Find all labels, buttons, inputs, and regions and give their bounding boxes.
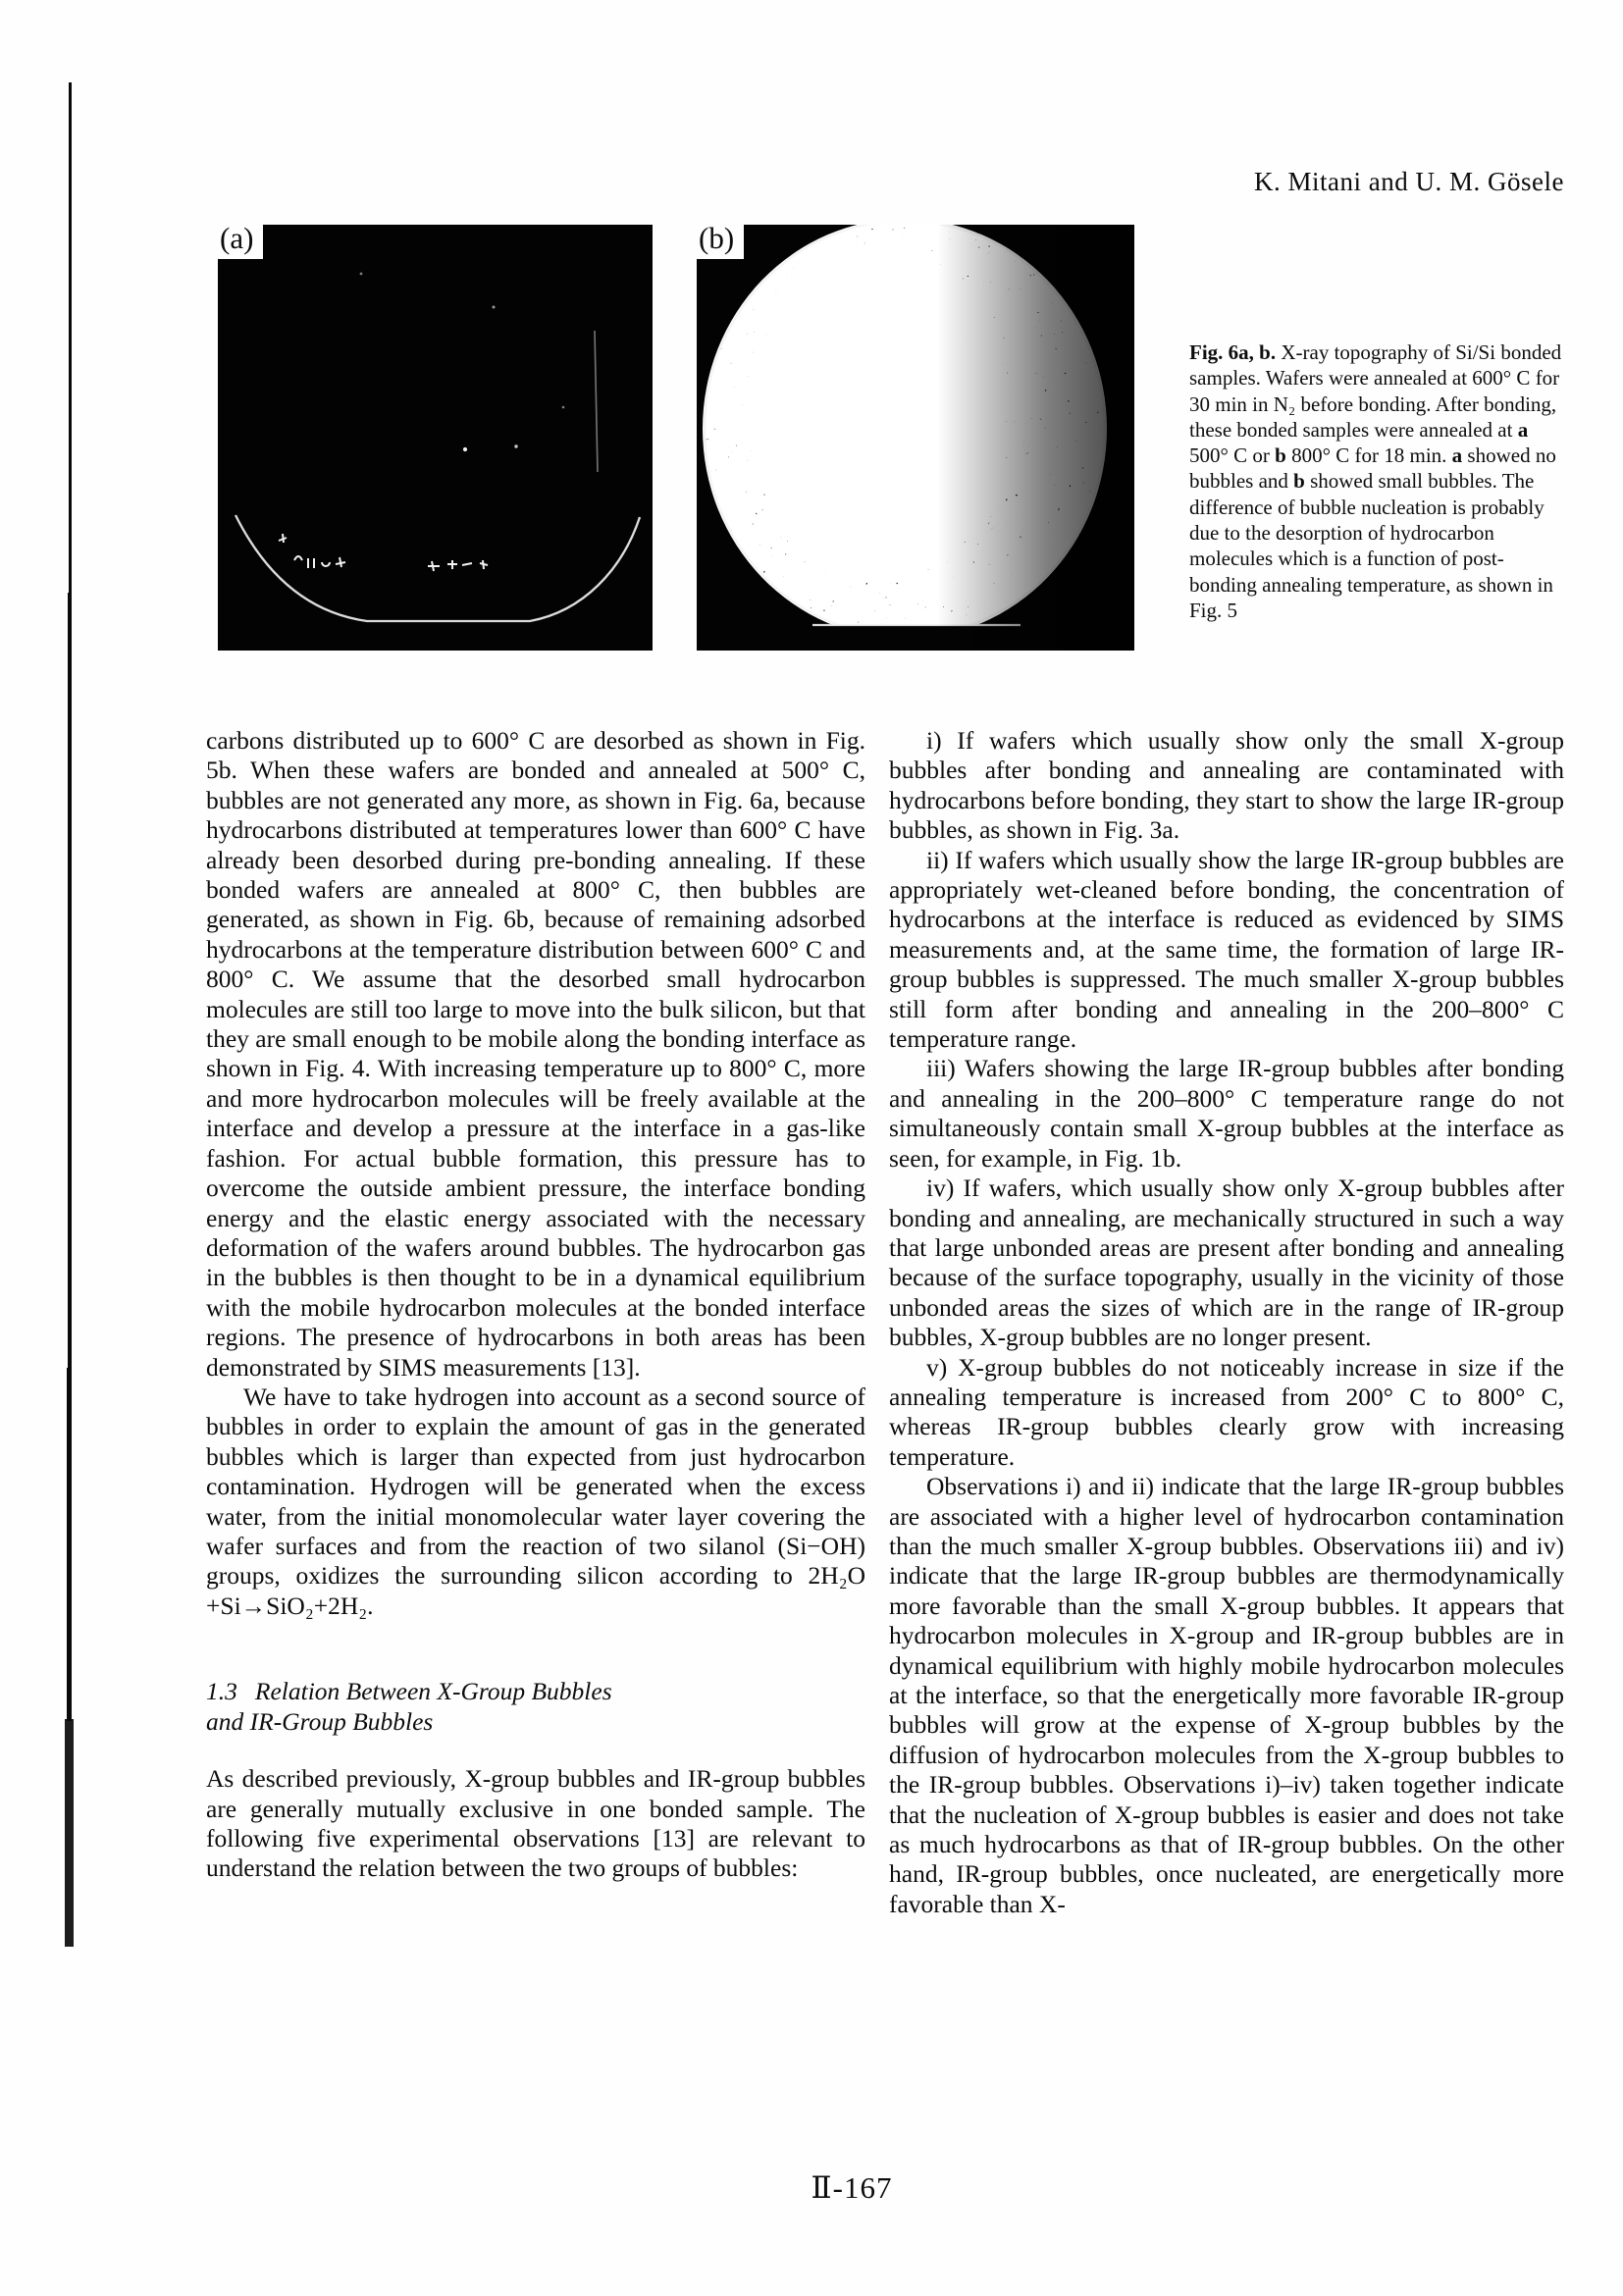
- caption-text: a: [1451, 444, 1463, 468]
- xray-topograph-b: [697, 225, 1134, 651]
- body-paragraph: Observations i) and ii) indicate that the large IR-group bubbles are associated with a higher level of hydrocarbon contamination than the much smaller X-group bubbles. Observations iii) and iv) indicate that the large IR-group bubbles are thermodynamically more favorable than the small X-group bubbles. It appears that hydrocarbon molecules in X-group and IR-group bubbles are in dynamical equilibrium with highly mobile hydrocarbon molecules at the interface, so that the energetically more favorable IR-group bubbles will grow at the expense of X-group bubbles by the diffusion of hydrocarbon molecules from the X-group bubbles to the IR-group bubbles. Observations i)–iv) taken together indicate that the nucleation of X-group bubbles is easier and does not take as much hydrocarbons as that of IR-group bubbles. On the other hand, IR-group bubbles, once nucleated, are energetically more favorable than X-: [889, 1472, 1564, 1918]
- scan-edge-artifact: [65, 1719, 74, 1947]
- observation-item: iii) Wafers showing the large IR-group bubbles after bonding and annealing in the 200–800° C temperature range do not simultaneously contain small X-group bubbles at the interface as seen, for example, in Fig. 1b.: [889, 1054, 1564, 1173]
- observation-item: ii) If wafers which usually show the large IR-group bubbles are appropriately wet-cleaned before bonding, the concentration of hydrocarbons at the interface is reduced as evidenced by SIMS measurements and, at the same time, the formation of large IR-group bubbles is suppressed. The much smaller X-group bubbles still form after bonding and annealing in the 200–800° C temperature range.: [889, 845, 1564, 1054]
- page-number: Ⅱ-167: [811, 2170, 893, 2205]
- section-title: Relation Between X-Group Bubbles: [254, 1677, 612, 1706]
- figure-panel-b: [697, 221, 1134, 651]
- observation-item: i) If wafers which usually show only the small X-group bubbles after bonding and annealing are contaminated with hydrocarbons before bonding, they start to show the large IR-group bubbles, as shown in Fig. 3a.: [889, 726, 1564, 845]
- scan-edge-artifact: [67, 1368, 72, 1721]
- section-heading-line1: [206, 1676, 865, 1706]
- observation-item: v) X-group bubbles do not noticeably increase in size if the annealing temperature is increased from 200° C to 800° C, whereas IR-group bubbles clearly grow with increasing temperature.: [889, 1352, 1564, 1471]
- body-paragraph: As described previously, X-group bubbles and IR-group bubbles are generally mutually exclusive in one bonded sample. The following five experimental observations [13] are relevant to understand the relation between the two groups of bubbles:: [206, 1764, 865, 1883]
- section-heading: [206, 1676, 865, 1737]
- figure-caption: [1189, 339, 1566, 623]
- caption-text: 500° C or: [1189, 444, 1276, 468]
- body-paragraph: We have to take hydrogen into account as a second source of bubbles in order to explain the amount of gas in the generated bubbles which is larger than expected from just hydrocarbon contamination. Hydrogen will be generated when the excess water, from the initial monomolecular water layer covering the wafer surfaces and from the reaction of two silanol (Si−OH) groups, oxidizes the surrounding silicon according to 2H₂O +Si→SiO₂+2H₂.: [206, 1382, 865, 1620]
- observation-item: iv) If wafers, which usually show only X-group bubbles after bonding and annealing, are mechanically structured in such a way that large unbonded areas are present after bonding and annealing because of the surface topography, usually in the vicinity of those unbonded areas the sizes of which are in the range of IR-group bubbles, X-group bubbles are no longer present.: [889, 1174, 1564, 1352]
- panel-a-background: [218, 225, 653, 651]
- caption-text: showed small bubbles. The difference of bubble nucleation is probably due to the desorption of hydrocarbon molecules which is a function of post-bonding annealing temperature, as shown in Fig. 5: [1189, 469, 1553, 622]
- body-paragraph: carbons distributed up to 600° C are desorbed as shown in Fig. 5b. When these wafers are bonded and annealed at 500° C, bubbles are not generated any more, as shown in Fig. 6a, because hydrocarbons distributed at temperatures lower than 600° C have already been desorbed during pre-bonding annealing. If these bonded wafers are annealed at 800° C, then bubbles are generated, as shown in Fig. 6b, because of remaining adsorbed hydrocarbons at the temperature distribution between 600° C and 800° C. We assume that the desorbed small hydrocarbon molecules are still too large to move into the bulk silicon, but that they are small enough to be mobile along the bonding interface as shown in Fig. 4. With increasing temperature up to 800° C, more and more hydrocarbon molecules will be freely available at the interface and develop a pressure at the interface in a gas-like fashion. For actual bubble formation, this pressure has to overcome the outside ambient pressure, the interface bonding energy and the elastic energy associated with the necessary deformation of the wafers around bubbles. The hydrocarbon gas in the bubbles is then thought to be in a dynamical equilibrium with the mobile hydrocarbon molecules at the bonded interface regions. The presence of hydrocarbons in both areas has been demonstrated by SIMS measurements [13].: [206, 726, 866, 1382]
- caption-text: showed no bubbles and: [1189, 444, 1556, 494]
- scan-edge-artifact: [68, 593, 72, 1368]
- section-heading-line2: and IR-Group Bubbles: [206, 1707, 434, 1737]
- caption-figure-label: Fig. 6a, b.: [1189, 340, 1277, 364]
- caption-text: a: [1517, 417, 1529, 442]
- xray-topograph-a: [218, 225, 653, 651]
- caption-text: b: [1275, 444, 1286, 468]
- figure-panel-a: [218, 221, 653, 651]
- left-column: [206, 726, 865, 1884]
- author-line: K. Mitani and U. M. Gösele: [1254, 167, 1564, 196]
- panel-b-label: (b): [697, 219, 744, 259]
- panel-a-label: (a): [218, 219, 263, 259]
- caption-text: 800° C for 18 min.: [1285, 444, 1452, 468]
- caption-text: X-ray topography of Si/Si bonded samples. Wafers were annealed at 600° C for 30 min in N₂ before bonding. After bonding, these bonded samples were annealed at: [1189, 340, 1562, 442]
- right-column: [889, 726, 1564, 1919]
- scan-edge-artifact: [69, 82, 72, 593]
- panel-b-right-shading: [697, 225, 1134, 651]
- caption-text: b: [1293, 469, 1305, 494]
- section-number: 1.3: [206, 1677, 237, 1706]
